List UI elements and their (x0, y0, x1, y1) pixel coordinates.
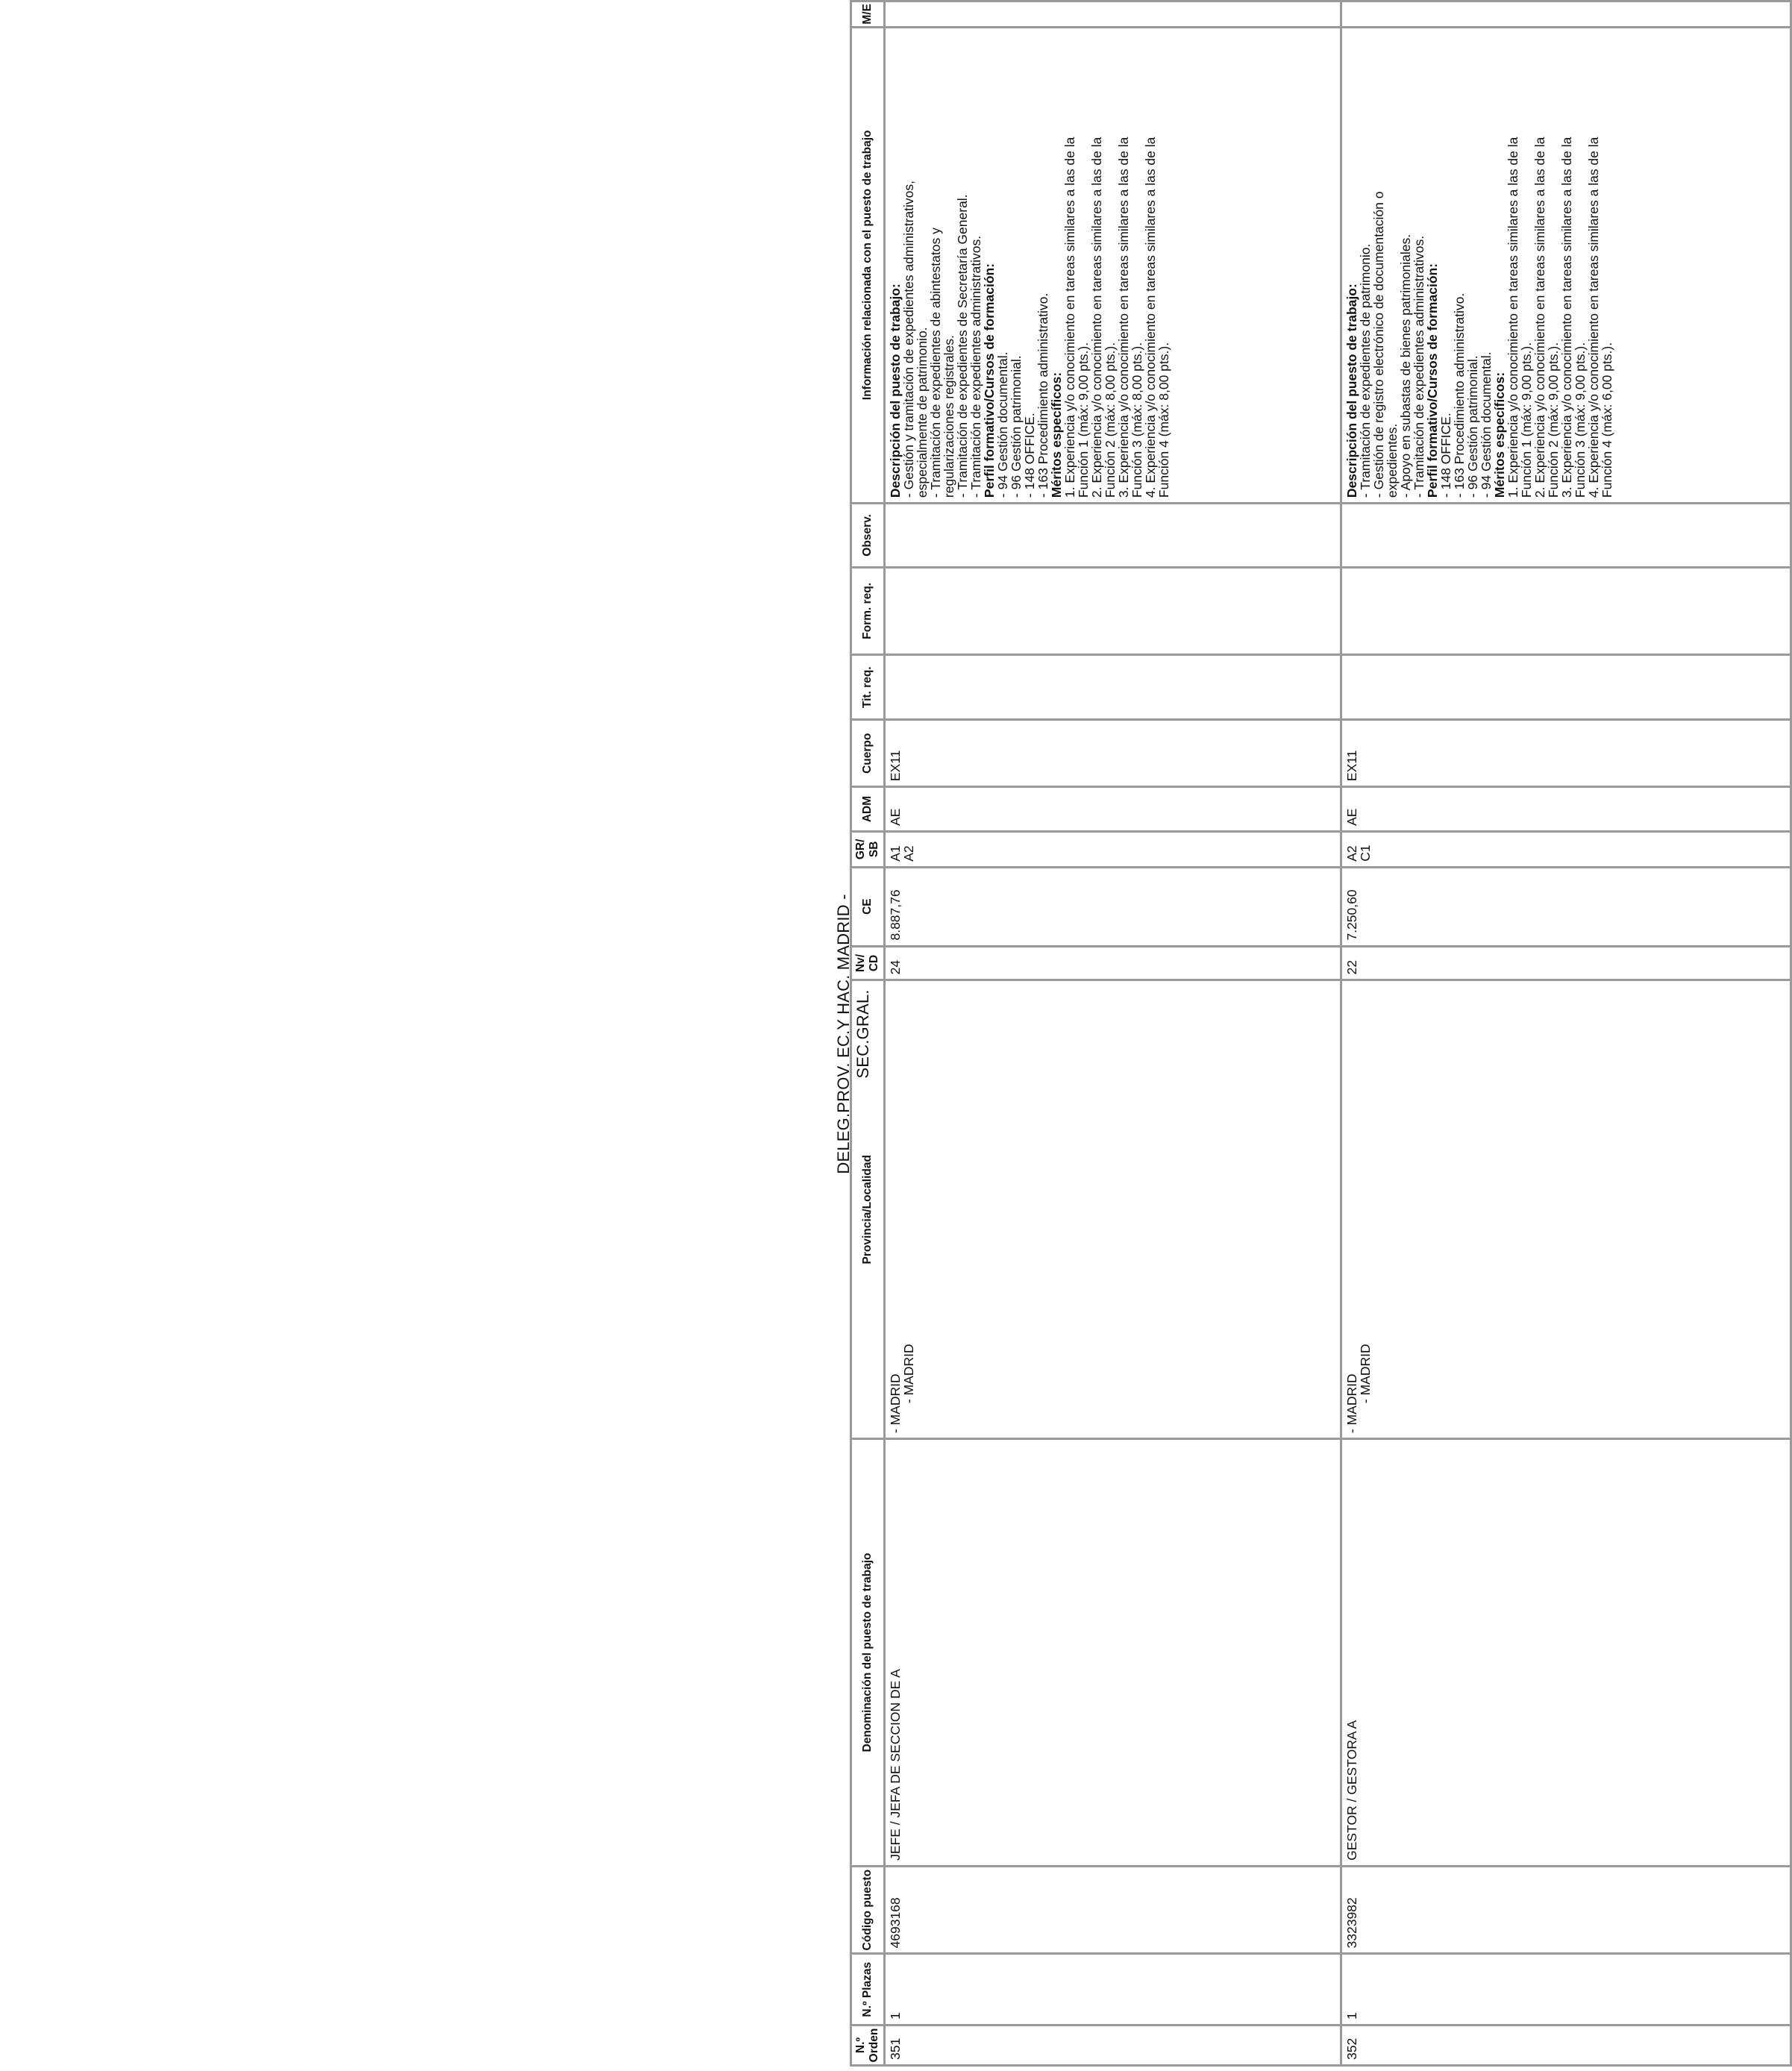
cell-ce: 7.250,60 (1341, 867, 1791, 946)
info-line: Descripción del puesto de trabajo: (888, 283, 903, 498)
header-cuerpo: Cuerpo (851, 720, 885, 787)
info-line: - 163 Procedimiento administrativo. (1036, 292, 1050, 498)
cell-tit (1341, 655, 1791, 720)
info-line: - Tramitación de expedientes administrativos. (1412, 235, 1426, 498)
cell-observ (1341, 504, 1791, 568)
cell-observ (885, 504, 1341, 568)
cell-gr: A2 C1 (1341, 831, 1791, 867)
cell-adm: AE (1341, 787, 1791, 832)
header-me: M/E (851, 1, 885, 28)
cell-tit (885, 655, 1341, 720)
cell-form (1341, 567, 1791, 654)
header-info: Información relacionada con el puesto de trabajo (851, 27, 885, 503)
info-line: Méritos específicos: (1049, 372, 1064, 498)
cell-plazas: 1 (885, 1954, 1341, 2025)
info-line: Perfil formativo/Cursos de formación: (1425, 263, 1440, 498)
info-line: - Apoyo en subastas de bienes patrimoniales. (1398, 234, 1413, 498)
info-line: Función 4 (máx: 6,00 pts.). (1600, 342, 1614, 498)
info-line: Función 4 (máx: 8,00 pts.). (1156, 342, 1171, 498)
info-line: expedientes. (1385, 423, 1400, 498)
header-row (851, 1, 885, 2066)
info-line: - 148 OFFICE. (1022, 413, 1037, 498)
info-line: 1. Experiencia y/o conocimiento en tareas similares a las de la (1506, 137, 1520, 498)
info-line: regularizaciones registrales. (942, 335, 956, 498)
info-line: - 163 Procedimiento administrativo. (1452, 292, 1467, 498)
info-line: - 96 Gestión patrimonial. (1465, 355, 1480, 498)
header-observ: Observ. (851, 504, 885, 568)
info-line: - Tramitación de expedientes de Secretaría General. (955, 194, 970, 498)
header-denominacion: Denominación del puesto de trabajo (851, 1439, 885, 1867)
info-line: Función 2 (máx: 8,00 pts.). (1103, 342, 1118, 498)
info-line: - 148 OFFICE. (1438, 413, 1453, 498)
info-line: 4. Experiencia y/o conocimiento en tareas similares a las de la (1143, 137, 1158, 498)
cell-codigo: 3323982 (1341, 1866, 1791, 1954)
info-line: - 94 Gestión documental. (995, 351, 1010, 498)
cell-me (1341, 1, 1791, 28)
header-adm: ADM (851, 787, 885, 832)
header-form: Form. req. (851, 567, 885, 654)
header-ce: CE (851, 867, 885, 946)
cell-denominacion: GESTOR / GESTORA A (1341, 1439, 1791, 1867)
cell-orden: 352 (1341, 2025, 1791, 2066)
info-line: Descripción del puesto de trabajo: (1344, 283, 1359, 498)
info-line: Función 3 (máx: 8,00 pts.). (1130, 342, 1144, 498)
cell-cuerpo: EX11 (1341, 720, 1791, 787)
info-line: Perfil formativo/Cursos de formación: (982, 263, 997, 498)
info-line: especialmente de patrimonio. (915, 327, 930, 498)
table-row (885, 1, 1341, 2066)
cell-codigo: 4693168 (885, 1866, 1341, 1954)
cell-provincia: - MADRID - MADRID (1341, 980, 1791, 1439)
info-line: - Gestión de registro electrónico de documentación o (1371, 191, 1386, 498)
info-line: - 96 Gestión patrimonial. (1009, 355, 1024, 498)
cell-ce: 8.887,76 (885, 867, 1341, 946)
header-nv: Nv/ CD (851, 946, 885, 980)
info-line: Función 1 (máx: 9,00 pts.). (1076, 342, 1091, 498)
positions-table (850, 0, 1792, 2067)
cell-cuerpo: EX11 (885, 720, 1341, 787)
cell-adm: AE (885, 787, 1341, 832)
header-orden: N.º Orden (851, 2025, 885, 2066)
cell-nv: 24 (885, 946, 1341, 980)
info-line: Méritos específicos: (1492, 372, 1507, 498)
info-line: 3. Experiencia y/o conocimiento en tareas similares a las de la (1116, 137, 1131, 498)
header-plazas: N.º Plazas (851, 1954, 885, 2025)
cell-info (1341, 27, 1791, 503)
cell-provincia: - MADRID - MADRID (885, 980, 1341, 1439)
info-line: Función 1 (máx: 9,00 pts.). (1519, 342, 1534, 498)
info-line: - Tramitación de expedientes administrativos. (968, 235, 983, 498)
cell-info (885, 27, 1341, 503)
info-line: - Tramitación de expedientes de patrimonio. (1358, 243, 1373, 498)
table-row (1341, 1, 1791, 2066)
header-provincia: Provincia/Localidad (851, 980, 885, 1439)
info-line: 3. Experiencia y/o conocimiento en tareas similares a las de la (1559, 137, 1574, 498)
header-tit: Tit. req. (851, 655, 885, 720)
cell-orden: 351 (885, 2025, 1341, 2066)
page-title: DELEG.PROV. EC.Y HAC. MADRID - SEC.GRAL. (834, 894, 872, 1174)
info-line: 4. Experiencia y/o conocimiento en tareas similares a las de la (1586, 137, 1601, 498)
info-line: 2. Experiencia y/o conocimiento en tareas similares a las de la (1089, 137, 1104, 498)
info-line: - Gestión y tramitación de expedientes administrativos, (901, 181, 916, 498)
header-codigo: Código puesto (851, 1866, 885, 1954)
info-line: Función 2 (máx: 9,00 pts.). (1546, 342, 1561, 498)
cell-denominacion: JEFE / JEFA DE SECCION DE A (885, 1439, 1341, 1867)
info-line: - Tramitación de expedientes de abintestatos y (928, 228, 943, 498)
header-gr: GR/ SB (851, 831, 885, 867)
cell-nv: 22 (1341, 946, 1791, 980)
cell-form (885, 567, 1341, 654)
info-line: - 94 Gestión documental. (1479, 351, 1494, 498)
info-line: 1. Experiencia y/o conocimiento en tareas similares a las de la (1062, 137, 1077, 498)
info-line: Función 3 (máx: 9,00 pts.). (1573, 342, 1588, 498)
cell-plazas: 1 (1341, 1954, 1791, 2025)
info-line: 2. Experiencia y/o conocimiento en tareas similares a las de la (1532, 137, 1547, 498)
cell-gr: A1 A2 (885, 831, 1341, 867)
cell-me (885, 1, 1341, 28)
